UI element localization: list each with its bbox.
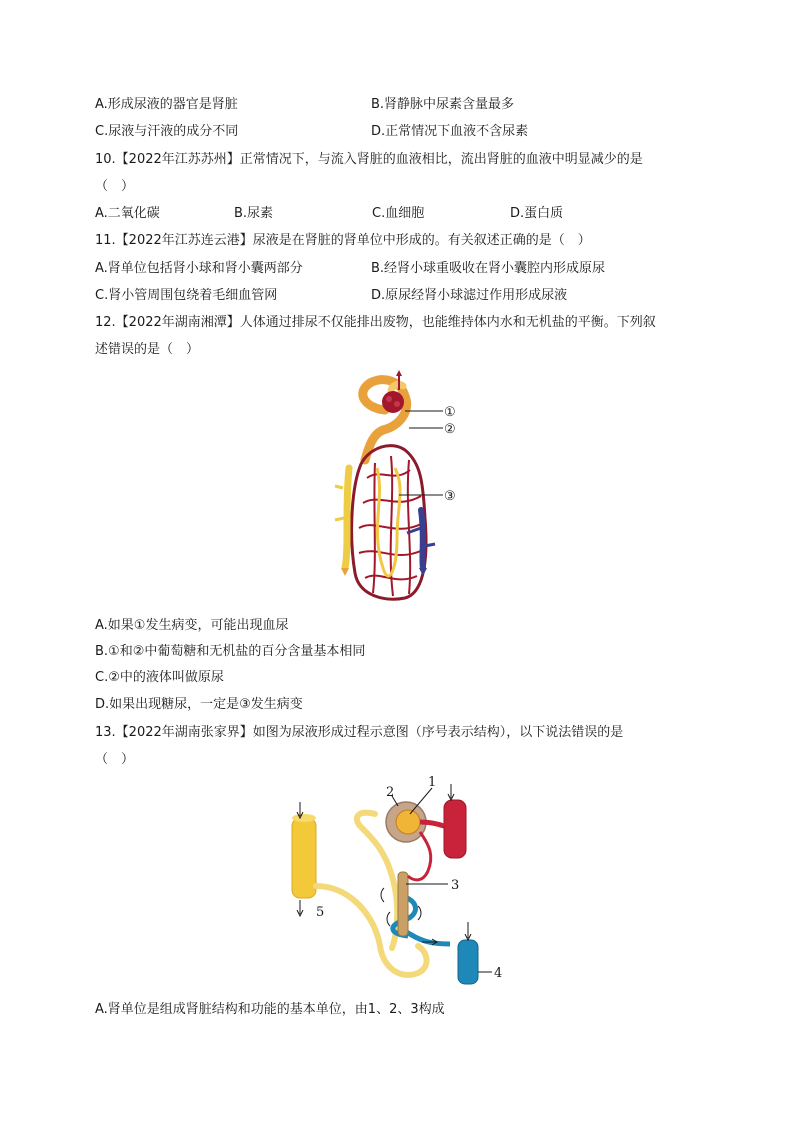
renal-vein — [458, 940, 478, 984]
q10-stem: 10.【2022年江苏苏州】正常情况下，与流入肾脏的血液相比，流出肾脏的血液中明显减少的是 — [95, 152, 643, 167]
label-2-circled: ② — [444, 422, 456, 437]
q11-option-a: A.肾单位包括肾小球和肾小囊两部分 — [95, 261, 303, 276]
urine-formation-svg — [280, 776, 510, 990]
q11-option-c: C.肾小管周围包绕着毛细血管网 — [95, 288, 278, 303]
collecting-duct — [345, 468, 349, 568]
q12-stem: 12.【2022年湖南湘潭】人体通过排尿不仅能排出废物，也能维持体内水和无机盐的平衡。下列叙 — [95, 315, 656, 330]
q12-option-a: A.如果①发生病变，可能出现血尿 — [95, 618, 289, 633]
q10-option-c: C.血细胞 — [372, 206, 425, 221]
q9-option-a: A.形成尿液的器官是肾脏 — [95, 97, 238, 112]
q10-option-b: B.尿素 — [234, 206, 274, 221]
q13-stem: 13.【2022年湖南张家界】如图为尿液形成过程示意图（序号表示结构），以下说法错误的是 — [95, 725, 624, 740]
q13-stem-cont: （ ） — [95, 752, 135, 767]
q11-stem: 11.【2022年江苏连云港】尿液是在肾脏的肾单位中形成的。有关叙述正确的是（ ） — [95, 233, 591, 248]
label-1: 1 — [428, 776, 437, 790]
q9-option-b: B.肾静脉中尿素含量最多 — [371, 97, 515, 112]
urine-formation-figure — [280, 776, 510, 990]
q12-option-c: C.②中的液体叫做原尿 — [95, 670, 224, 685]
label-3: 3 — [451, 878, 460, 893]
q10-option-a: A.二氧化碳 — [95, 206, 160, 221]
q12-option-d: D.如果出现糖尿，一定是③发生病变 — [95, 697, 303, 712]
q9-option-d: D.正常情况下血液不含尿素 — [371, 124, 529, 139]
label-5: 5 — [316, 905, 325, 920]
q10-option-d: D.蛋白质 — [510, 206, 564, 221]
q12-option-b: B.①和②中葡萄糖和无机盐的百分含量基本相同 — [95, 644, 366, 659]
renal-vein — [421, 510, 423, 568]
q13-option-a: A.肾单位是组成肾脏结构和功能的基本单位，由1、2、3构成 — [95, 1002, 445, 1017]
q9-option-c: C.尿液与汗液的成分不同 — [95, 124, 239, 139]
renal-artery — [444, 800, 466, 858]
q11-option-b: B.经肾小球重吸收在肾小囊腔内形成原尿 — [371, 261, 606, 276]
label-4: 4 — [494, 966, 503, 981]
collecting-duct — [292, 818, 316, 898]
q10-stem-cont: （ ） — [95, 179, 135, 194]
q11-option-d: D.原尿经肾小球滤过作用形成尿液 — [371, 288, 568, 303]
q12-stem-cont: 述错误的是（ ） — [95, 342, 200, 357]
label-2: 2 — [386, 785, 395, 800]
nephron-svg — [325, 368, 475, 608]
label-3-circled: ③ — [444, 489, 456, 504]
glomerulus — [382, 391, 404, 413]
label-1-circled: ① — [444, 405, 456, 420]
glomerulus — [396, 810, 420, 834]
nephron-figure — [325, 368, 475, 608]
